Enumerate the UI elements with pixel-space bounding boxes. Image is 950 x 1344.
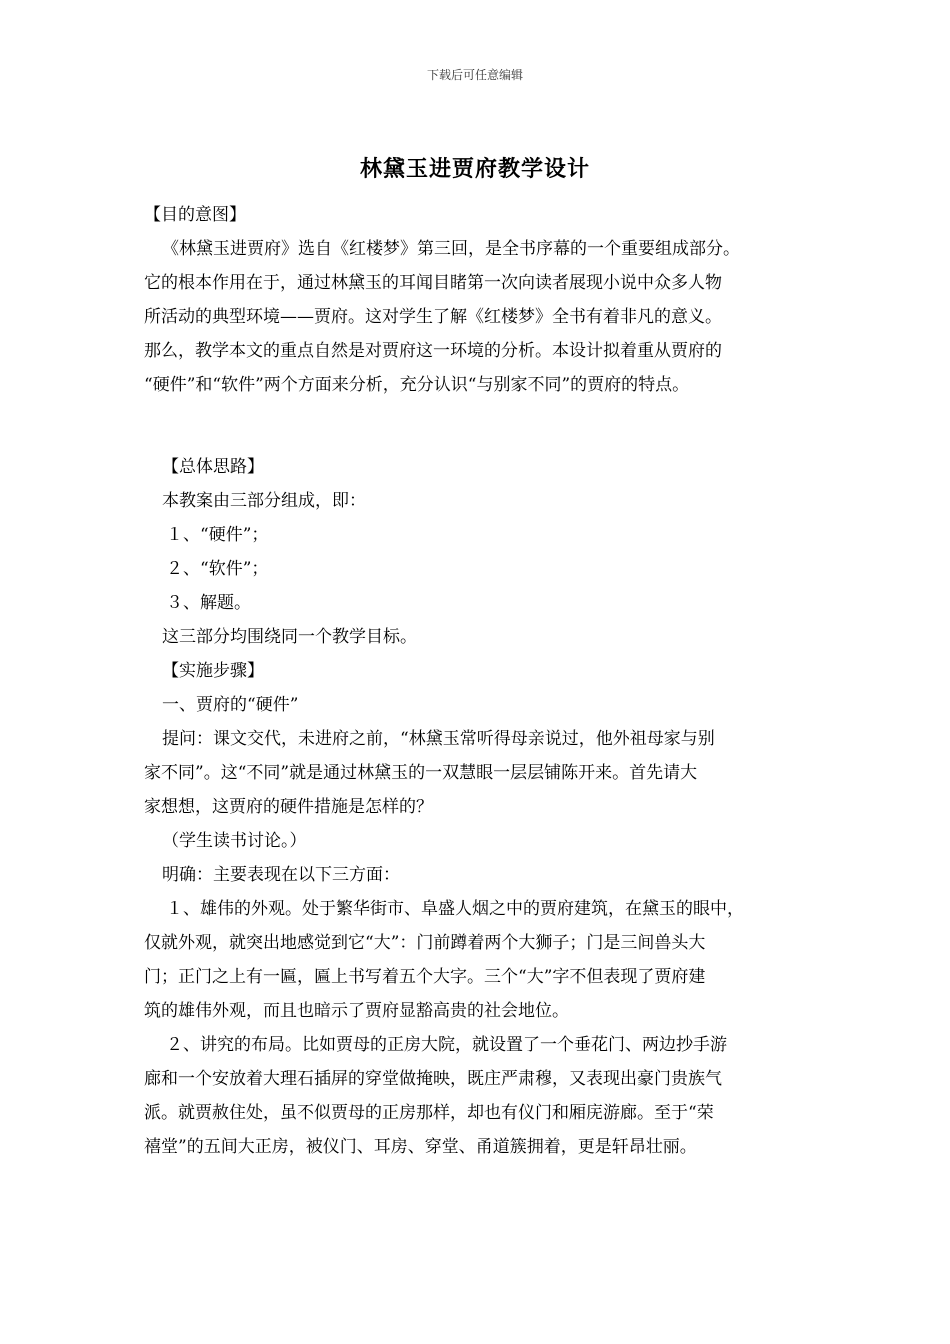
list-item: １、“硬件”； [166,525,269,545]
paragraph-line: 家不同”。这“不同”就是通过林黛玉的一双慧眼一层层铺陈开来。首先请大 [144,763,698,783]
paragraph-line: 廊和一个安放着大理石插屏的穿堂做掩映，既庄严肃穆，又表现出豪门贵族气 [144,1069,722,1089]
blank-gap [144,402,820,450]
paragraph-line: 提问：课文交代，未进府之前，“林黛玉常听得母亲说过，他外祖母家与别 [162,729,715,749]
section-heading-purpose: 【目的意图】 [144,205,246,225]
list-item: ２、“软件”； [166,559,269,579]
paragraph-line: 它的根本作用在于，通过林黛玉的耳闻目睹第一次向读者展现小说中众多人物 [144,273,722,293]
paragraph-line: 那么，教学本文的重点自然是对贾府这一环境的分析。本设计拟着重从贾府的 [144,341,722,361]
paragraph-line: 明确：主要表现在以下三方面： [162,865,400,885]
paragraph-line: ２、讲究的布局。比如贾母的正房大院，就设置了一个垂花门、两边抄手游 [166,1035,727,1055]
list-item: ３、解题。 [166,593,251,613]
paragraph-line: （学生读书讨论。） [162,831,307,851]
paragraph-line: １、雄伟的外观。处于繁华街市、阜盛人烟之中的贾府建筑，在黛玉的眼中， [166,899,744,919]
subsection-title: 一、贾府的“硬件” [162,695,299,715]
paragraph-line: 家想想，这贾府的硬件措施是怎样的？ [144,797,433,817]
paragraph-line: “硬件”和“软件”两个方面来分析，充分认识“与别家不同”的贾府的特点。 [144,375,690,395]
paragraph-line: 禧堂”的五间大正房，被仪门、耳房、穿堂、甬道簇拥着，更是轩昂壮丽。 [144,1137,697,1157]
paragraph-line: 《林黛玉进贾府》选自《红楼梦》第三回，是全书序幕的一个重要组成部分。 [162,239,740,259]
paragraph-line: 仅就外观，就突出地感觉到它“大”：门前蹲着两个大狮子；门是三间兽头大 [144,933,706,953]
paragraph-line: 本教案由三部分组成，即： [162,491,366,511]
paragraph-line: 筑的雄伟外观，而且也暗示了贾府显豁高贵的社会地位。 [144,1001,569,1021]
header-note: 下载后可任意编辑 [426,68,523,82]
section-heading-overall: 【总体思路】 [162,457,264,477]
document-body [144,198,820,1164]
paragraph-line: 这三部分均围绕同一个教学目标。 [162,627,417,647]
paragraph-line: 派。就贾赦住处，虽不似贾母的正房那样，却也有仪门和厢庑游廊。至于“荣 [144,1103,714,1123]
paragraph-line: 所活动的典型环境——贾府。这对学生了解《红楼梦》全书有着非凡的意义。 [144,307,722,327]
paragraph-line: 门；正门之上有一匾，匾上书写着五个大字。三个“大”字不但表现了贾府建 [144,967,706,987]
section-heading-steps: 【实施步骤】 [162,661,264,681]
document-title: 林黛玉进贾府教学设计 [359,156,590,182]
